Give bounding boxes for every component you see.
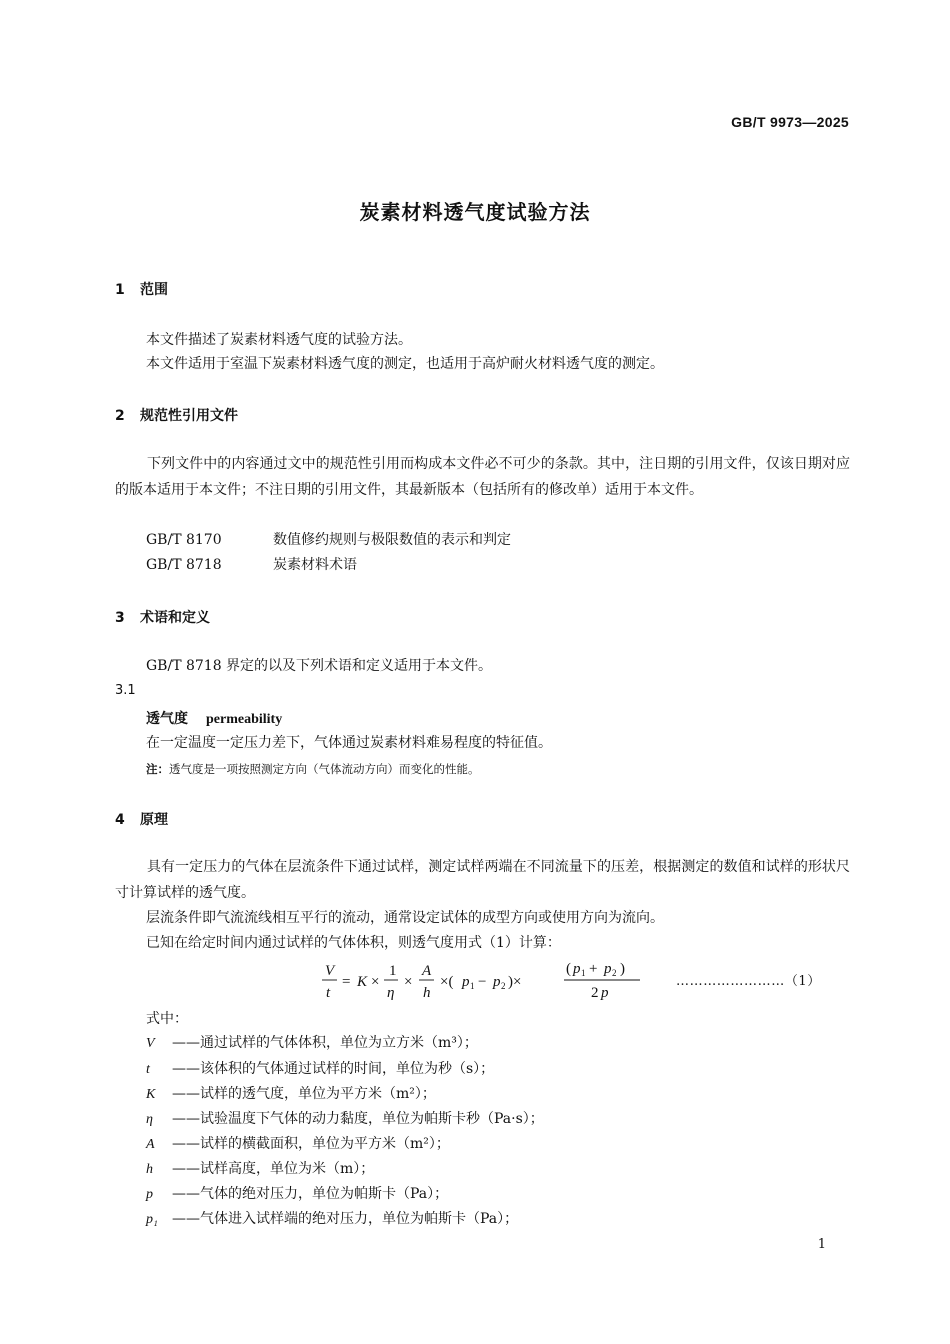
section-number: 2: [115, 408, 125, 424]
term-en: permeability: [206, 712, 283, 727]
paragraph: 已知在给定时间内通过试样的气体体积，则透气度用式（1）计算：: [146, 935, 561, 951]
clause-number: 3.1: [115, 683, 136, 698]
symbol-entry: [146, 1108, 544, 1128]
symbol-description: ——试样的横截面积，单位为平方米（m²）；: [172, 1136, 450, 1152]
paragraph: 下列文件中的内容通过文中的规范性引用而构成本文件必不可少的条款。其中，注日期的引用文件，仅该日期对应的版本适用于本文件；不注日期的引用文件，其最新版本（包括所有的修改单）适用于本文件。: [115, 456, 850, 498]
svg-text:K: K: [357, 974, 368, 990]
section-number: 4: [115, 812, 125, 828]
symbol: p: [146, 1187, 153, 1202]
section-4-heading: [115, 809, 168, 829]
svg-text:+: +: [589, 961, 598, 977]
section-number: 3: [115, 610, 125, 626]
section-2-heading: [115, 405, 238, 425]
svg-text:p: p: [573, 961, 581, 977]
section-title: 规范性引用文件: [140, 408, 238, 424]
svg-text:=: =: [342, 974, 351, 990]
term-zh: 透气度: [146, 711, 188, 727]
svg-text:×(: ×(: [440, 974, 454, 990]
note: [146, 761, 480, 777]
reference-code: GB/T 8170: [146, 532, 222, 548]
symbol: K: [146, 1087, 156, 1102]
svg-text:2: 2: [612, 968, 617, 978]
symbol-entry: [146, 1208, 518, 1228]
symbol-entry: [146, 1083, 436, 1103]
paragraph: GB/T 8718 界定的以及下列术语和定义适用于本文件。: [146, 658, 493, 674]
symbol: A: [146, 1137, 155, 1152]
section-number: 1: [115, 282, 125, 298]
symbol: t: [146, 1062, 150, 1077]
svg-text:×: ×: [404, 974, 413, 990]
symbol-description: ——气体的绝对压力，单位为帕斯卡（Pa）；: [172, 1186, 449, 1202]
svg-text:): ): [620, 961, 625, 977]
reference-item: [146, 528, 511, 552]
section-3-heading: [115, 607, 210, 627]
reference-title: 炭素材料术语: [273, 557, 357, 573]
section-title: 原理: [140, 812, 168, 828]
symbol: h: [146, 1162, 153, 1177]
symbol-entry: [146, 1058, 494, 1078]
symbol-entry: [146, 1032, 478, 1052]
section-title: 范围: [140, 282, 168, 298]
svg-text:2: 2: [501, 981, 506, 991]
paragraph: 本文件适用于室温下炭素材料透气度的测定，也适用于高炉耐火材料透气度的测定。: [146, 356, 664, 372]
svg-text:A: A: [422, 963, 432, 979]
standard-number: GB/T 9973—2025: [731, 114, 849, 130]
svg-text:1: 1: [470, 981, 475, 991]
paragraph: 层流条件即气流流线相互平行的流动，通常设定试体的成型方向或使用方向为流向。: [146, 910, 664, 926]
svg-text:t: t: [326, 985, 331, 1001]
symbol-description: ——该体积的气体通过试样的时间，单位为秒（s）；: [172, 1061, 495, 1077]
reference-code: GB/T 8718: [146, 557, 222, 573]
svg-text:η: η: [387, 985, 395, 1001]
svg-text:p: p: [601, 985, 609, 1001]
paragraph: 具有一定压力的气体在层流条件下通过试样，测定试样两端在不同流量下的压差，根据测定的数值和试样的形状尺寸计算试样的透气度。: [115, 859, 850, 901]
symbol-description: ——试样的透气度，单位为平方米（m²）；: [172, 1086, 436, 1102]
symbol-description: ——气体进入试样端的绝对压力，单位为帕斯卡（Pa）；: [172, 1211, 519, 1227]
note-text: 透气度是一项按照测定方向（气体流动方向）而变化的性能。: [169, 762, 480, 776]
note-label: 注：: [146, 762, 169, 776]
svg-text:1: 1: [389, 963, 397, 979]
reference-item: [146, 553, 357, 577]
symbol: V: [146, 1036, 155, 1051]
where-label: 式中：: [146, 1011, 188, 1027]
symbol-description: ——通过试样的气体体积，单位为立方米（m³）；: [172, 1035, 478, 1051]
svg-text:p: p: [493, 974, 501, 990]
svg-text:p: p: [604, 961, 612, 977]
section-1-heading: [115, 279, 168, 299]
svg-text:1: 1: [581, 968, 586, 978]
page-number: 1: [817, 1237, 826, 1252]
formula-number: [676, 970, 821, 989]
reference-title: 数值修约规则与极限数值的表示和判定: [273, 532, 511, 548]
term-definition: 在一定温度一定压力差下，气体通过炭素材料难易程度的特征值。: [146, 735, 552, 751]
symbol-description: ——试样高度，单位为米（m）；: [172, 1161, 375, 1177]
term-entry: [146, 708, 282, 728]
symbol-entry: [146, 1183, 448, 1203]
section-title: 术语和定义: [140, 610, 210, 626]
symbol-entry: [146, 1158, 374, 1178]
svg-text:2: 2: [591, 985, 599, 1001]
svg-text:−: −: [478, 974, 487, 990]
svg-text:)×: )×: [508, 974, 522, 990]
formula-graphic: [320, 960, 660, 1004]
paragraph: 本文件描述了炭素材料透气度的试验方法。: [146, 332, 412, 348]
leader-dots: ……………………: [676, 974, 785, 989]
symbol: p₁: [146, 1212, 158, 1227]
formula-number-label: （1）: [784, 974, 821, 989]
symbol-description: ——试验温度下气体的动力黏度，单位为帕斯卡秒（Pa·s）；: [172, 1111, 544, 1127]
document-title: 炭素材料透气度试验方法: [359, 200, 591, 224]
svg-text:V: V: [325, 963, 335, 979]
svg-text:×: ×: [371, 974, 380, 990]
svg-text:p: p: [462, 974, 470, 990]
symbol: η: [146, 1112, 153, 1127]
svg-text:h: h: [423, 985, 431, 1001]
svg-text:(: (: [566, 961, 571, 977]
symbol-entry: [146, 1133, 450, 1153]
